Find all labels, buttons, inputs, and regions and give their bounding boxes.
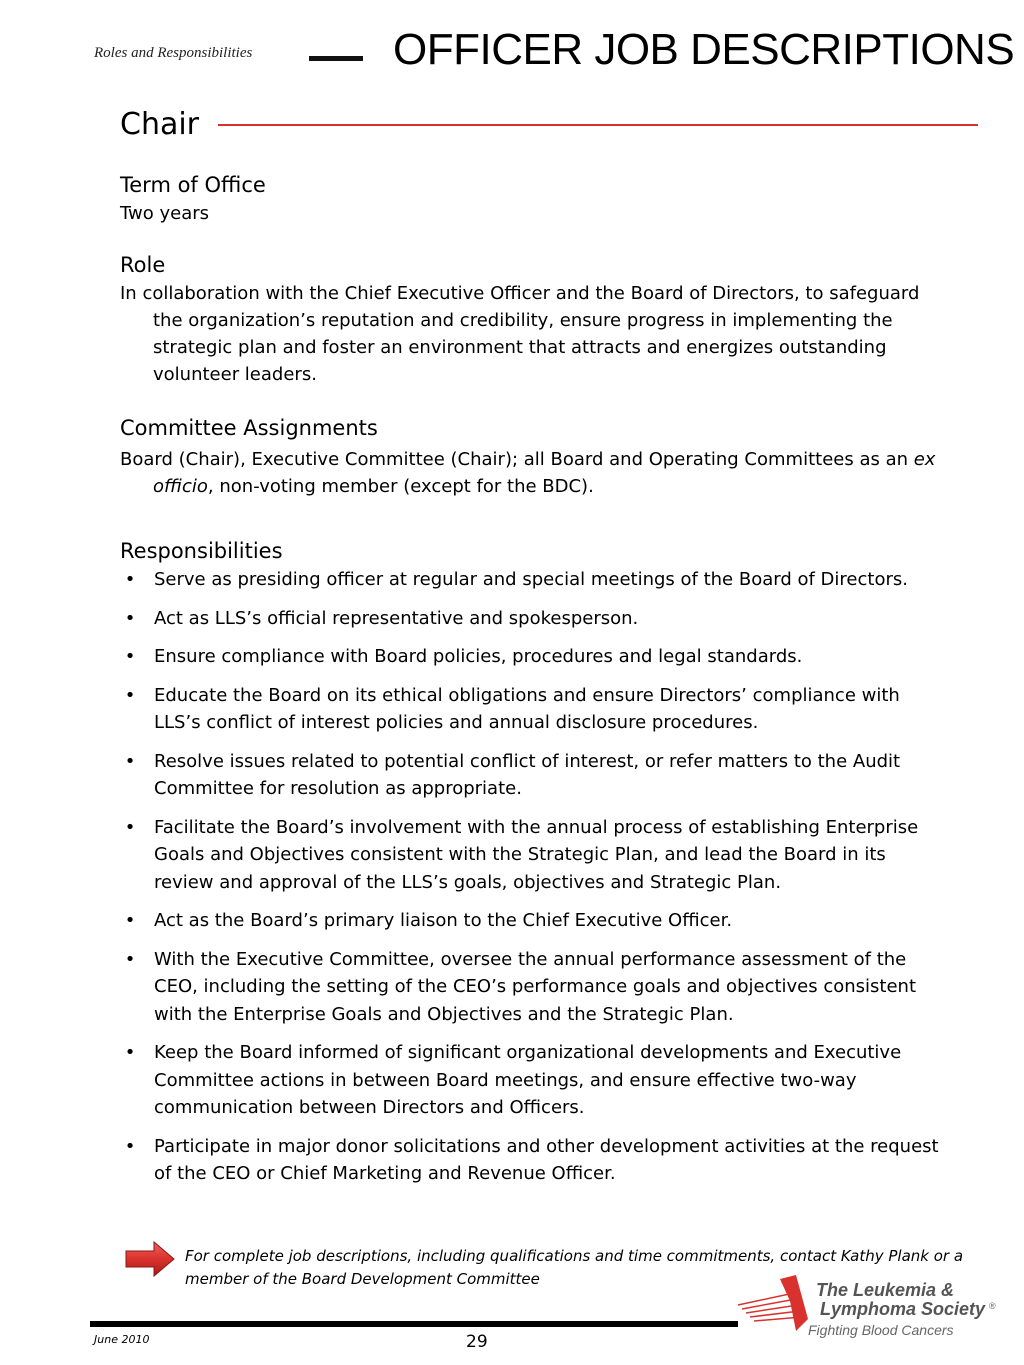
list-item-text: Resolve issues related to potential conflict of interest, or refer matters to the Audit Committee for resolution as appropriate.: [154, 750, 901, 799]
footer-divider: [90, 1321, 738, 1327]
logo-line-2: Lymphoma Society: [820, 1299, 986, 1319]
bullet: •: [124, 1042, 136, 1063]
responsibilities-list: [120, 566, 950, 1188]
bullet: •: [124, 607, 136, 629]
footer-date: June 2010: [94, 1333, 150, 1346]
logo-line-1: The Leukemia &: [816, 1280, 955, 1300]
list-item: [120, 682, 950, 737]
list-item: [120, 907, 950, 935]
title-rule: [218, 124, 978, 126]
list-item-text: Ensure compliance with Board policies, procedures and legal standards.: [154, 646, 803, 667]
page-title: OFFICER JOB DESCRIPTIONS: [393, 25, 1015, 74]
term-text: Two years: [120, 203, 210, 224]
section-label: Roles and Responsibilities: [94, 45, 253, 61]
list-item-text: Serve as presiding officer at regular and special meetings of the Board of Directors.: [154, 569, 908, 590]
list-item: [120, 566, 950, 594]
page-number: 29: [466, 1332, 488, 1352]
list-item: [120, 748, 950, 803]
list-item: [120, 643, 950, 671]
arrow-right-icon: [124, 1240, 176, 1278]
bullet: •: [124, 948, 136, 970]
list-item: [120, 605, 950, 633]
lls-logo-mark: [738, 1275, 808, 1331]
term-heading: Term of Office: [120, 173, 266, 197]
list-item-text: Keep the Board informed of significant organizational developments and Executive Committee actions in between Board meetings, and ensure effective two-way communication between Directors and Officers.: [154, 1042, 902, 1118]
committee-text: [120, 446, 950, 500]
bullet: •: [124, 750, 136, 772]
list-item-text: Facilitate the Board’s involvement with the annual process of establishing Enterprise Goals and Objectives consistent with the Strategic Plan, and lead the Board in its review and approval of the LLS’s goals, objectives and Strategic Plan.: [154, 816, 919, 893]
list-item: [120, 1133, 950, 1188]
responsibilities-heading: Responsibilities: [120, 539, 283, 563]
list-item-text: Educate the Board on its ethical obligations and ensure Directors’ compliance with LLS’s conflict of interest policies and annual disclosure procedures.: [154, 684, 900, 733]
list-item: [120, 1039, 950, 1122]
list-item-text: Act as the Board’s primary liaison to the Chief Executive Officer.: [154, 910, 733, 931]
role-text: In collaboration with the Chief Executive Officer and the Board of Directors, to safeguard the organization’s reputation and credibility, ensure progress in implementing the strategic plan and foster an environment that attracts and energizes outstanding volunteer leaders.: [120, 283, 920, 385]
list-item-text: Participate in major donor solicitations and other development activities at the request of the CEO or Chief Marketing and Revenue Officer.: [154, 1135, 939, 1184]
list-item: [120, 814, 950, 897]
committee-text-italic: ex officio: [153, 449, 936, 497]
bullet: •: [124, 1135, 136, 1157]
contact-note: For complete job descriptions, including qualifications and time commitments, contact Kathy Plank or a member of the Board Development Committee: [185, 1247, 964, 1288]
committee-heading: Committee Assignments: [120, 416, 378, 440]
list-item: [120, 946, 950, 1029]
role-heading: Role: [120, 253, 166, 277]
bullet: •: [124, 816, 136, 838]
bullet: •: [124, 646, 136, 667]
bullet: •: [124, 569, 136, 590]
registered-mark: ®: [989, 1301, 996, 1311]
job-description: [120, 170, 950, 1199]
lls-logo: [736, 1271, 1006, 1341]
list-item-text: Act as LLS’s official representative and spokesperson.: [154, 607, 639, 629]
committee-text-end: , non-voting member (except for the BDC).: [207, 476, 594, 497]
bullet: •: [124, 910, 136, 931]
bullet: •: [124, 684, 136, 706]
logo-tagline: Fighting Blood Cancers: [808, 1322, 954, 1338]
committee-text-start: Board (Chair), Executive Committee (Chair); all Board and Operating Committees as an: [120, 449, 914, 470]
list-item-text: With the Executive Committee, oversee the annual performance assessment of the CEO, including the setting of the CEO’s performance goals and objectives consistent with the Enterprise Goals and Objectives and the Strategic Plan.: [154, 948, 917, 1025]
officer-title: Chair: [120, 107, 200, 142]
header-divider: [309, 56, 363, 61]
